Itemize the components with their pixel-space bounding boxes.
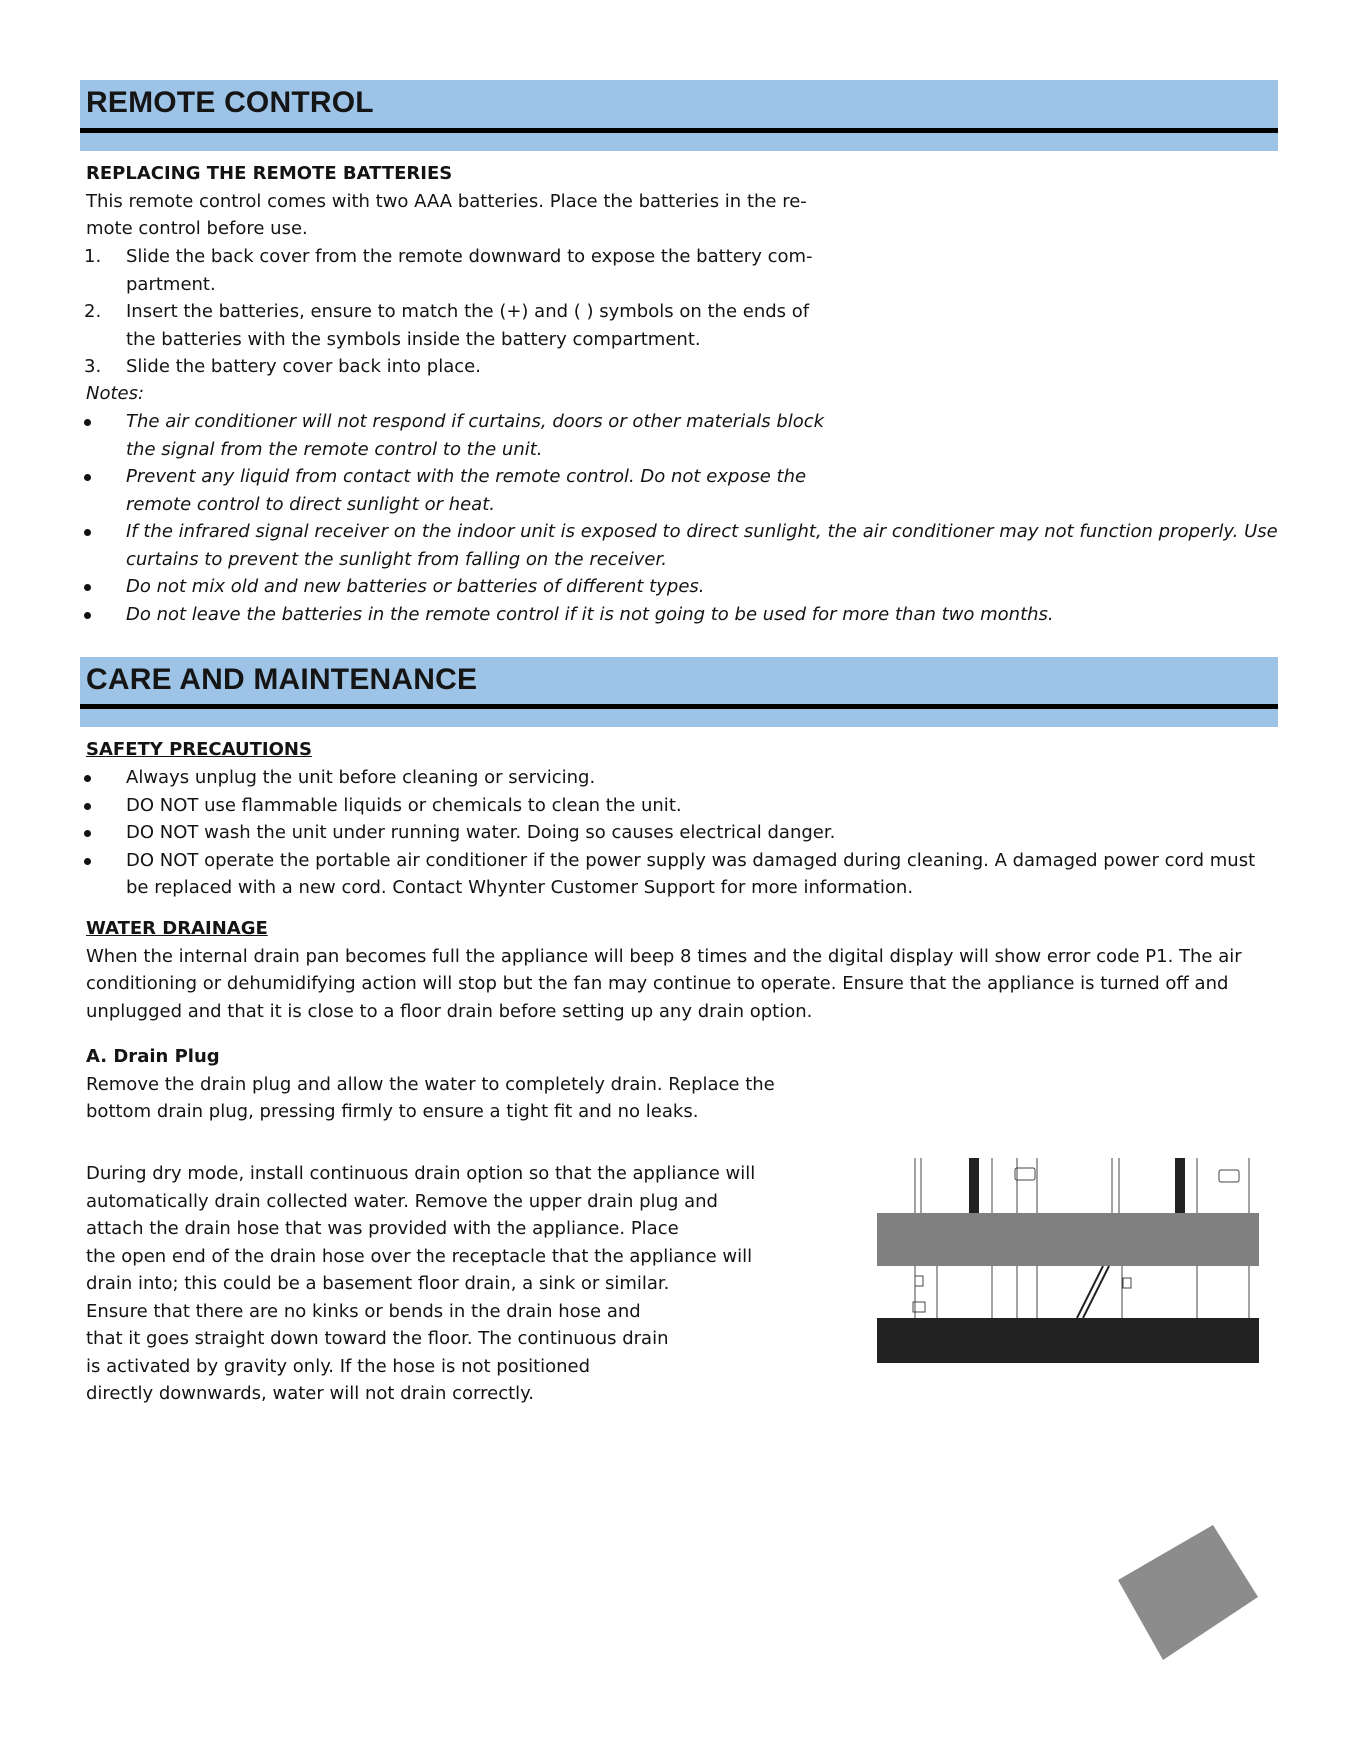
page-corner-shape bbox=[1118, 1525, 1258, 1660]
water-drainage-block bbox=[86, 915, 1242, 1025]
safety-item: DO NOT operate the portable air conditioner if the power supply was damaged during cleaning. A damaged power cord must bbox=[126, 847, 1255, 875]
continuous-line: that it goes straight down toward the floor. The continuous drain bbox=[86, 1328, 669, 1349]
drain-line: When the internal drain pan becomes full the appliance will beep 8 times and the digital display will show error code P1. The air bbox=[86, 945, 1242, 967]
note-item-cont: remote control to direct sunlight or heat. bbox=[126, 493, 495, 515]
note-item: If the infrared signal receiver on the indoor unit is exposed to direct sunlight, the air conditioner may not function properly. Use bbox=[126, 518, 1278, 546]
subhead-drain-plug: A. Drain Plug bbox=[86, 1046, 220, 1067]
bullet-icon bbox=[84, 775, 91, 782]
step-number: 1. bbox=[84, 246, 102, 267]
note-item-cont: curtains to prevent the sunlight from falling on the receiver. bbox=[126, 548, 667, 570]
drain-illustration bbox=[877, 1158, 1259, 1363]
section-title: CARE AND MAINTENANCE bbox=[86, 663, 478, 696]
bullet-icon bbox=[84, 474, 91, 481]
intro-line: mote control before use. bbox=[86, 218, 308, 239]
step-text: Slide the back cover from the remote downward to expose the battery com- bbox=[126, 246, 813, 267]
continuous-line: Ensure that there are no kinks or bends in the drain hose and bbox=[86, 1300, 641, 1322]
continuous-line: drain into; this could be a basement floor drain, a sink or similar. bbox=[86, 1273, 670, 1294]
vent-grille bbox=[969, 1158, 979, 1216]
step-3 bbox=[84, 353, 813, 381]
continuous-line: automatically drain collected water. Remove the upper drain plug and bbox=[86, 1190, 718, 1212]
remote-battery-block bbox=[86, 160, 807, 243]
drain-line: unplugged and that it is close to a floor drain before setting up any drain option. bbox=[86, 1000, 813, 1022]
drain-plug-block bbox=[86, 1043, 775, 1126]
bullet-icon bbox=[84, 803, 91, 810]
bullet-icon bbox=[84, 584, 91, 591]
step-number: 2. bbox=[84, 301, 102, 322]
bullet-icon bbox=[84, 858, 91, 865]
notes-label: Notes: bbox=[86, 383, 145, 404]
gray-band bbox=[877, 1213, 1259, 1266]
step-2 bbox=[84, 298, 813, 326]
header-rule bbox=[80, 704, 1278, 709]
safety-item: DO NOT use flammable liquids or chemicals to clean the unit. bbox=[126, 792, 1255, 820]
continuous-drain-block bbox=[86, 1160, 755, 1408]
note-item: Do not mix old and new batteries or batteries of different types. bbox=[126, 573, 1278, 601]
continuous-line: During dry mode, install continuous drain option so that the appliance will bbox=[86, 1163, 756, 1184]
safety-list bbox=[126, 764, 1255, 902]
bullet-icon bbox=[84, 529, 91, 536]
step-text: Slide the battery cover back into place. bbox=[126, 356, 481, 377]
drain-hose bbox=[1083, 1266, 1109, 1318]
continuous-line: directly downwards, water will not drain correctly. bbox=[86, 1383, 534, 1404]
corner-tab bbox=[1118, 1525, 1258, 1660]
subhead-replacing-batteries: REPLACING THE REMOTE BATTERIES bbox=[86, 163, 453, 184]
note-item: Do not leave the batteries in the remote control if it is not going to be used for more than two months. bbox=[126, 601, 1278, 629]
plug-line: Remove the drain plug and allow the water to completely drain. Replace the bbox=[86, 1073, 775, 1095]
safety-item: DO NOT wash the unit under running water. Doing so causes electrical danger. bbox=[126, 819, 1255, 847]
bullet-icon bbox=[84, 419, 91, 426]
intro-line: This remote control comes with two AAA batteries. Place the batteries in the re- bbox=[86, 190, 807, 212]
subhead-water-drainage: WATER DRAINAGE bbox=[86, 918, 268, 939]
section-title: REMOTE CONTROL bbox=[86, 86, 374, 119]
vent-grille bbox=[1175, 1158, 1185, 1216]
section-header-care-maintenance bbox=[80, 657, 1278, 727]
dark-band bbox=[877, 1318, 1259, 1363]
step-text: Insert the batteries, ensure to match the (+) and ( ) symbols on the ends of bbox=[126, 301, 810, 322]
bullet-icon bbox=[84, 830, 91, 837]
note-item: The air conditioner will not respond if curtains, doors or other materials block bbox=[126, 408, 1278, 436]
step-2-cont: the batteries with the symbols inside the battery compartment. bbox=[126, 328, 701, 350]
drain-line: conditioning or dehumidifying action will stop but the fan may continue to operate. Ensure that the appliance is turned off and bbox=[86, 973, 1229, 994]
section-header-remote-control bbox=[80, 80, 1278, 151]
subhead-safety-precautions: SAFETY PRECAUTIONS bbox=[86, 739, 312, 760]
step-1-cont: partment. bbox=[126, 273, 216, 295]
battery-steps bbox=[84, 243, 813, 381]
header-rule bbox=[80, 128, 1278, 133]
bullet-icon bbox=[84, 612, 91, 619]
notes-list bbox=[126, 408, 1278, 628]
note-item: Prevent any liquid from contact with the remote control. Do not expose the bbox=[126, 463, 1278, 491]
step-number: 3. bbox=[84, 356, 102, 377]
appliance-drawing bbox=[877, 1158, 1259, 1363]
continuous-line: is activated by gravity only. If the hose is not positioned bbox=[86, 1355, 591, 1377]
drain-hose bbox=[1077, 1266, 1103, 1318]
safety-item: Always unplug the unit before cleaning or servicing. bbox=[126, 764, 1255, 792]
continuous-line: attach the drain hose that was provided with the appliance. Place bbox=[86, 1218, 679, 1239]
note-item-cont: the signal from the remote control to the unit. bbox=[126, 438, 543, 460]
step-1 bbox=[84, 243, 813, 271]
plug-line: bottom drain plug, pressing firmly to ensure a tight fit and no leaks. bbox=[86, 1101, 699, 1122]
continuous-line: the open end of the drain hose over the receptacle that the appliance will bbox=[86, 1245, 753, 1267]
safety-item-cont: be replaced with a new cord. Contact Whynter Customer Support for more information. bbox=[126, 877, 914, 898]
